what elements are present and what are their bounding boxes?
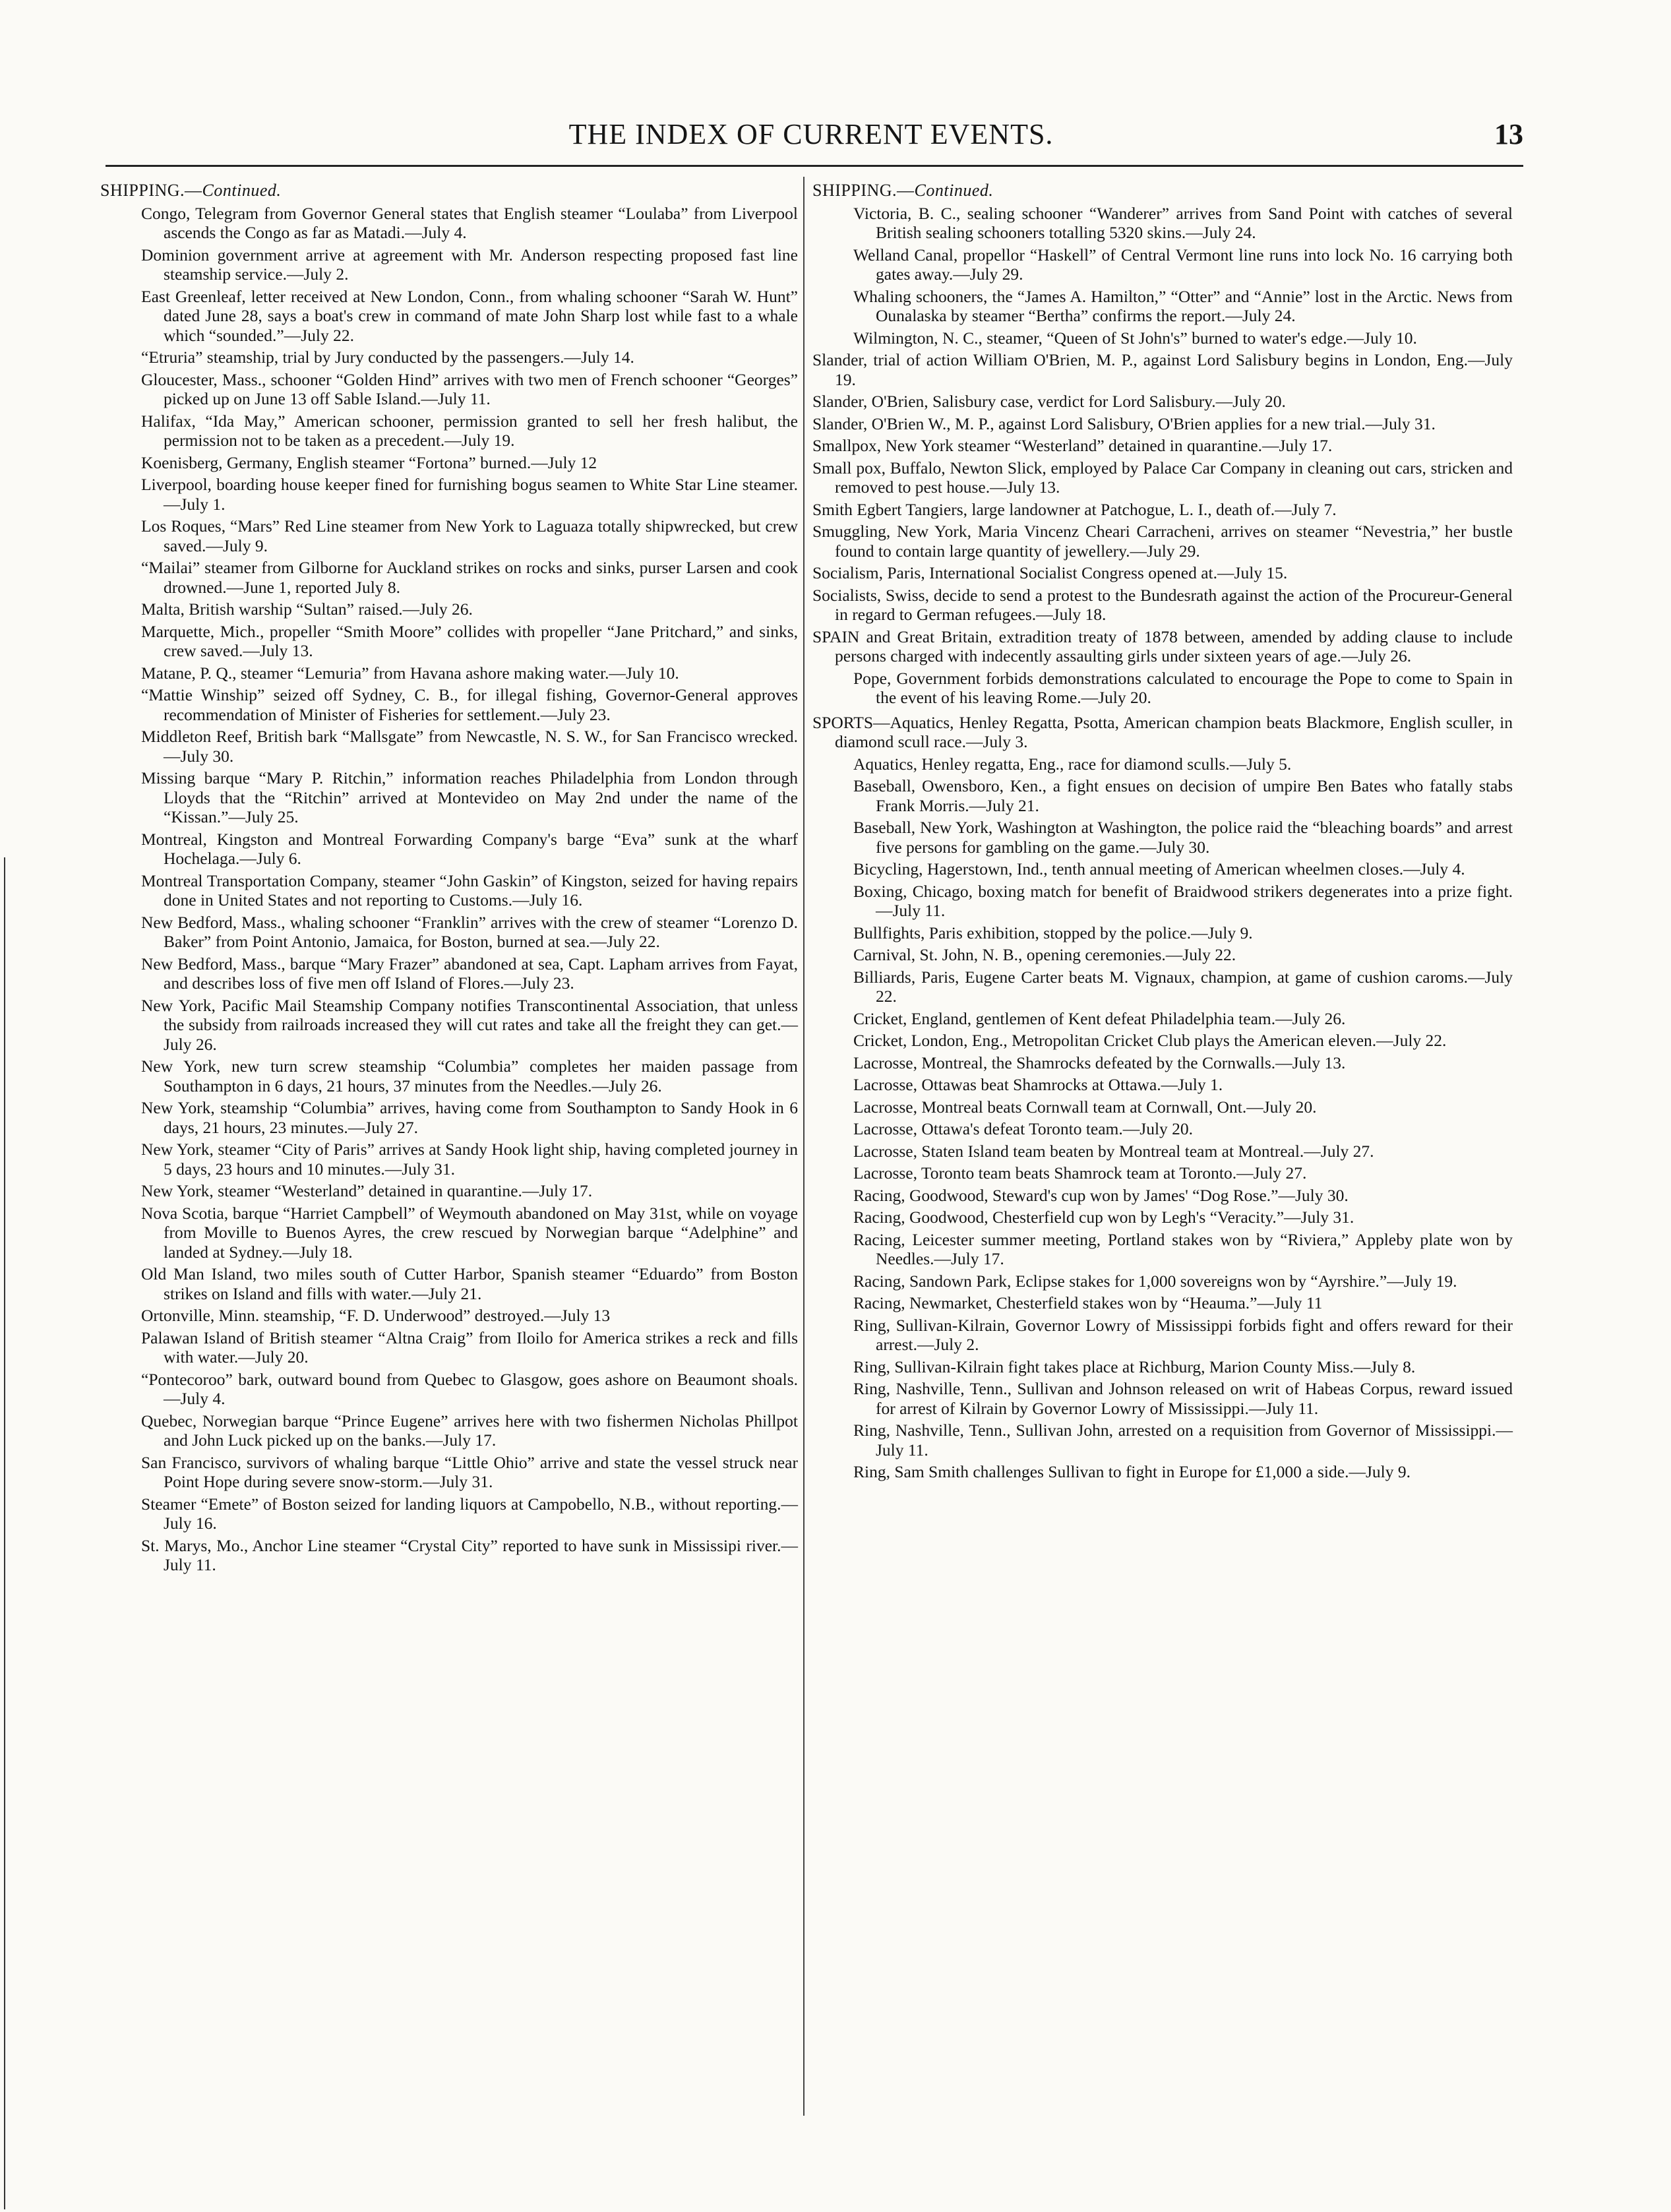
index-entry: Smith Egbert Tangiers, large landowner at Patchogue, L. I., death of.—July 7. — [812, 499, 1337, 519]
right-column — [812, 181, 1513, 1485]
index-entry: New Bedford, Mass., barque “Mary Frazer” abandoned at sea, Capt. Lapham arrives from Fayat, and describes loss of five men off Island of Flores.—July 23. — [141, 954, 798, 993]
index-subentry: Ring, Sullivan-Kilrain, Governor Lowry of Mississippi forbids fight and offers reward for their arrest.—July 2. — [853, 1315, 1513, 1354]
index-subentry: Lacrosse, Montreal beats Cornwall team at Cornwall, Ont.—July 20. — [853, 1097, 1317, 1117]
index-entry: Nova Scotia, barque “Harriet Campbell” of Weymouth abandoned on May 31st, while on voyage from Moville to Buenos Ayres, the crew rescued by Norwegian barque “Adelphine” and landed at Sydney.—July 18. — [141, 1203, 798, 1262]
index-entry: SPAIN and Great Britain, extradition treaty of 1878 between, amended by adding clause to include persons charged with indecently assaulting girls under sixteen years of age.—July 26. — [812, 627, 1513, 665]
index-entry: Socialists, Swiss, decide to send a protest to the Bundesrath against the action of the Procureur-General in regard to German refugees.—July 18. — [812, 585, 1513, 624]
index-subentry: Lacrosse, Ottawas beat Shamrocks at Ottawa.—July 1. — [853, 1075, 1223, 1094]
index-entry: Matane, P. Q., steamer “Lemuria” from Havana ashore making water.—July 10. — [141, 663, 679, 683]
section-heading-shipping-right — [812, 181, 1513, 200]
index-entry: Old Man Island, two miles south of Cutter Harbor, Spanish steamer “Eduardo” from Boston strikes on Island and fills with water.—July 21. — [141, 1264, 798, 1303]
index-subentry: Pope, Government forbids demonstrations calculated to encourage the Pope to come to Spain in the event of his leaving Rome.—July 20. — [853, 668, 1513, 707]
index-entry: “Etruria” steamship, trial by Jury conducted by the passengers.—July 14. — [141, 348, 634, 367]
left-entry-list — [100, 204, 798, 1575]
index-subentry: Lacrosse, Ottawa's defeat Toronto team.—July 20. — [853, 1119, 1194, 1138]
index-entry: Quebec, Norwegian barque “Prince Eugene” arrives here with two fishermen Nicholas Phillpot and John Luck picked up on the banks.—July 17. — [141, 1411, 798, 1450]
index-subentry: Cricket, London, Eng., Metropolitan Cricket Club plays the American eleven.—July 22. — [853, 1031, 1447, 1050]
index-entry: Slander, O'Brien, Salisbury case, verdict for Lord Salisbury.—July 20. — [812, 392, 1286, 411]
index-entry: Dominion government arrive at agreement with Mr. Anderson respecting proposed fast line steamship service.—July 2. — [141, 245, 798, 284]
index-entry: Malta, British warship “Sultan” raised.—July 26. — [141, 599, 473, 619]
section-heading-shipping — [100, 181, 798, 200]
page-header — [99, 117, 1523, 157]
index-entry: Smuggling, New York, Maria Vincenz Cheari Carracheni, arrives on steamer “Nevestria,” her bustle found to contain large quantity of jewellery.—July 29. — [812, 522, 1513, 561]
index-entry: “Mailai” steamer from Gilborne for Auckland strikes on rocks and sinks, purser Larsen and cook drowned.—June 1, reported July 8. — [141, 558, 798, 597]
index-subentry: Ring, Nashville, Tenn., Sullivan John, arrested on a requisition from Governor of Mississippi.—July 11. — [853, 1421, 1513, 1459]
index-entry: New York, Pacific Mail Steamship Company notifies Transcontinental Association, that unless the subsidy from railroads increased they will cut rates and take all the freight they can get.—July 26. — [141, 995, 798, 1054]
index-entry: New York, new turn screw steamship “Columbia” completes her maiden passage from Southampton in 6 days, 21 hours, 37 minutes from the Needles.—July 26. — [141, 1057, 798, 1095]
index-subentry: Baseball, Owensboro, Ken., a fight ensues on decision of umpire Ben Bates who fatally stabs Frank Morris.—July 21. — [853, 776, 1513, 815]
index-entry: Wilmington, N. C., steamer, “Queen of St John's” burned to water's edge.—July 10. — [853, 328, 1417, 348]
spain-subentry-list — [812, 669, 1513, 708]
index-entry: “Mattie Winship” seized off Sydney, C. B., for illegal fishing, Governor-General approves recommendation of Minister of Fisheries for settlement.—July 23. — [141, 685, 798, 724]
index-entry: St. Marys, Mo., Anchor Line steamer “Crystal City” reported to have sunk in Mississipi river.—July 11. — [141, 1535, 798, 1574]
index-subentry: Ring, Nashville, Tenn., Sullivan and Johnson released on writ of Habeas Corpus, reward issued for arrest of Kilrain by Governor Lowry of Mississippi.—July 11. — [853, 1379, 1513, 1418]
page-number: 13 — [1494, 118, 1523, 150]
index-entry: Slander, trial of action William O'Brien, M. P., against Lord Salisbury begins in London, Eng.—July 19. — [812, 350, 1513, 389]
index-subentry: Bicycling, Hagerstown, Ind., tenth annual meeting of American wheelmen closes.—July 4. — [853, 859, 1465, 878]
index-subentry: Racing, Sandown Park, Eclipse stakes for 1,000 sovereigns won by “Ayrshire.”—July 19. — [853, 1271, 1457, 1291]
index-subentry: Racing, Leicester summer meeting, Portland stakes won by “Riviera,” Appleby plate won by Needles.—July 17. — [853, 1229, 1513, 1268]
index-entry: Victoria, B. C., sealing schooner “Wanderer” arrives from Sand Point with catches of several British sealing schooners totalling 5320 skins.—July 24. — [853, 203, 1513, 242]
index-entry: Ortonville, Minn. steamship, “F. D. Underwood” destroyed.—July 13 — [141, 1306, 611, 1325]
index-entry: San Francisco, survivors of whaling barque “Little Ohio” arrive and state the vessel struck near Point Hope during severe snow-storm.—July 31. — [141, 1452, 798, 1491]
index-subentry: Baseball, New York, Washington at Washington, the police raid the “bleaching boards” and arrest five persons for gambling on the game.—July 30. — [853, 818, 1513, 857]
index-subentry: Bullfights, Paris exhibition, stopped by the police.—July 9. — [853, 923, 1253, 942]
column-divider — [803, 177, 805, 2116]
page-title: THE INDEX OF CURRENT EVENTS. — [568, 118, 1054, 150]
index-subentry: Racing, Goodwood, Steward's cup won by James' “Dog Rose.”—July 30. — [853, 1185, 1349, 1205]
section-heading-label: SHIPPING.— — [812, 181, 915, 200]
left-column — [100, 181, 798, 1578]
index-entry: Montreal, Kingston and Montreal Forwarding Company's barge “Eva” sunk at the wharf Hochelaga.—July 6. — [141, 829, 798, 868]
index-entry: Missing barque “Mary P. Ritchin,” information reaches Philadelphia from London through Lloyds that the “Ritchin” arrived at Montevideo on May 2nd under the name of the “Kissan.”—July 25. — [141, 768, 798, 826]
index-entry: Steamer “Emete” of Boston seized for landing liquors at Campobello, N.B., without reporting.—July 16. — [141, 1494, 798, 1533]
general-entry-list — [812, 350, 1513, 666]
index-subentry: Aquatics, Henley regatta, Eng., race for diamond sculls.—July 5. — [853, 754, 1292, 774]
index-entry: Marquette, Mich., propeller “Smith Moore” collides with propeller “Jane Pritchard,” and sinks, crew saved.—July 13. — [141, 621, 798, 660]
index-entry: “Pontecoroo” bark, outward bound from Quebec to Glasgow, goes ashore on Beaumont shoals.—July 4. — [141, 1369, 798, 1408]
index-entry: Middleton Reef, British bark “Mallsgate” from Newcastle, N. S. W., for San Francisco wrecked.—July 30. — [141, 727, 798, 766]
section-heading-continued: Continued. — [202, 181, 282, 200]
index-entry: East Greenleaf, letter received at New London, Conn., from whaling schooner “Sarah W. Hunt” dated June 28, says a boat's crew in command of mate John Sharp lost while fast to a whale which “sounded.”—July 22. — [141, 286, 798, 345]
index-entry: Socialism, Paris, International Socialist Congress opened at.—July 15. — [812, 563, 1288, 582]
index-subentry: Lacrosse, Staten Island team beaten by Montreal team at Montreal.—July 27. — [853, 1141, 1374, 1161]
index-entry: Liverpool, boarding house keeper fined for furnishing bogus seamen to White Star Line steamer.—July 1. — [141, 475, 798, 514]
index-subentry: Cricket, England, gentlemen of Kent defeat Philadelphia team.—July 26. — [853, 1008, 1346, 1028]
index-entry: Small pox, Buffalo, Newton Slick, employed by Palace Car Company in cleaning out cars, stricken and removed to pest house.—July 13. — [812, 458, 1513, 497]
section-heading-continued: Continued. — [914, 181, 994, 200]
index-entry: New York, steamer “City of Paris” arrives at Sandy Hook light ship, having completed journey in 5 days, 23 hours and 10 minutes.—July 31. — [141, 1140, 798, 1179]
header-rule — [106, 165, 1523, 167]
index-entry: Slander, O'Brien W., M. P., against Lord Salisbury, O'Brien applies for a new trial.—July 31. — [812, 414, 1436, 433]
index-entry: Los Roques, “Mars” Red Line steamer from New York to Laguaza totally shipwrecked, but crew saved.—July 9. — [141, 516, 798, 555]
index-entry: New Bedford, Mass., whaling schooner “Franklin” arrives with the crew of steamer “Lorenzo D. Baker” from Point Antonio, Jamaica, for Boston, burned at sea.—July 22. — [141, 912, 798, 951]
index-subentry: Boxing, Chicago, boxing match for benefit of Braidwood strikers degenerates into a prize fight.—July 11. — [853, 881, 1513, 920]
index-subentry: Billiards, Paris, Eugene Carter beats M. Vignaux, champion, at game of cushion caroms.—July 22. — [853, 967, 1513, 1006]
index-entry: New York, steamship “Columbia” arrives, having come from Southampton to Sandy Hook in 6 days, 21 hours, 23 minutes.—July 27. — [141, 1098, 798, 1137]
index-subentry: Ring, Sam Smith challenges Sullivan to fight in Europe for £1,000 a side.—July 9. — [853, 1462, 1411, 1481]
index-entry: Smallpox, New York steamer “Westerland” detained in quarantine.—July 17. — [812, 436, 1333, 455]
index-entry: Koenisberg, Germany, English steamer “Fortona” burned.—July 12 — [141, 452, 597, 472]
sports-entry: SPORTS—Aquatics, Henley Regatta, Psotta, American champion beats Blackmore, English sculler, in diamond scull race.—July 3. — [812, 712, 1513, 751]
index-subentry: Racing, Newmarket, Chesterfield stakes won by “Heauma.”—July 11 — [853, 1293, 1323, 1312]
index-subentry: Lacrosse, Toronto team beats Shamrock team at Toronto.—July 27. — [853, 1163, 1307, 1183]
index-entry: Montreal Transportation Company, steamer “John Gaskin” of Kingston, seized for having repairs done in United States and not reporting to Customs.—July 16. — [141, 871, 798, 909]
index-entry: Halifax, “Ida May,” American schooner, permission granted to sell her fresh halibut, the permission not to be taken as a precedent.—July 19. — [141, 411, 798, 450]
section-heading-label: SHIPPING.— — [100, 181, 202, 200]
index-subentry: Carnival, St. John, N. B., opening ceremonies.—July 22. — [853, 945, 1236, 964]
index-entry: Whaling schooners, the “James A. Hamilton,” “Otter” and “Annie” lost in the Arctic. News from Ounalaska by steamer “Bertha” confirms the report.—July 24. — [853, 286, 1513, 325]
sports-entry-list — [812, 754, 1513, 1482]
index-entry: Congo, Telegram from Governor General states that English steamer “Loulaba” from Liverpool ascends the Congo as far as Matadi.—July 4. — [141, 203, 798, 242]
index-entry: Gloucester, Mass., schooner “Golden Hind” arrives with two men of French schooner “Georges” picked up on June 13 off Sable Island.—July 11. — [141, 369, 798, 408]
shipping-entry-list — [812, 204, 1513, 348]
index-subentry: Ring, Sullivan-Kilrain fight takes place at Richburg, Marion County Miss.—July 8. — [853, 1357, 1416, 1376]
index-entry: New York, steamer “Westerland” detained in quarantine.—July 17. — [141, 1181, 593, 1200]
index-subentry: Lacrosse, Montreal, the Shamrocks defeated by the Cornwalls.—July 13. — [853, 1053, 1346, 1072]
index-subentry: Racing, Goodwood, Chesterfield cup won by Legh's “Veracity.”—July 31. — [853, 1208, 1354, 1227]
index-entry: Palawan Island of British steamer “Altna Craig” from Iloilo for America strikes a reck and fills with water.—July 20. — [141, 1328, 798, 1367]
index-entry: Welland Canal, propellor “Haskell” of Central Vermont line runs into lock No. 16 carrying both gates away.—July 29. — [853, 245, 1513, 284]
margin-line — [4, 857, 5, 2209]
